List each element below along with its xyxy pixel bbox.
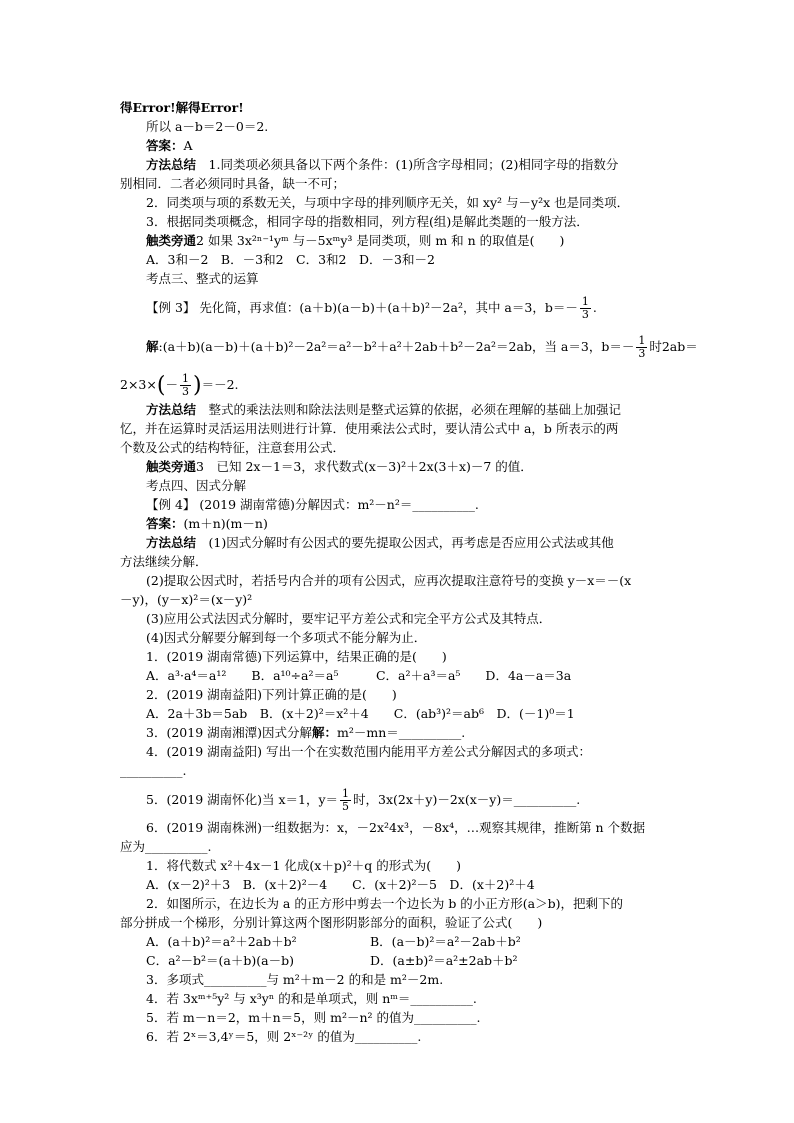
question-line: 1．将代数式 x²＋4x－1 化成(x＋p)²＋q 的形式为( ) [146, 858, 461, 873]
question-line: 3．多项式__________与 m²＋m－2 的和是 m²－2m. [146, 972, 444, 987]
text-line: 应为__________. [120, 839, 212, 854]
answer-line: 答案：(m＋n)(m－n) [146, 516, 268, 531]
question-line: 2．如图所示，在边长为 a 的正方形中剪去一个边长为 b 的小正方形(a＞b)，把剩下的 [146, 896, 624, 911]
question-line: 1．(2019 湖南常德)下列运算中，结果正确的是( ) [146, 649, 447, 664]
answer-line: 答案：A [146, 138, 193, 153]
method-summary-line: 方法总结 1.同类项必须具备以下两个条件：(1)所含字母相同；(2)相同字母的指数分 [146, 157, 619, 172]
solve-line: 得Error!解得Error! [120, 100, 244, 115]
text-line: (4)因式分解要分解到每一个多项式不能分解为止． [146, 630, 427, 645]
option-a: A．(a＋b)²＝a²＋2ab＋b² [146, 934, 297, 949]
fraction: $\frac{1}{3}$ [581, 295, 589, 321]
option-d: D．(a±b)²＝a²±2ab＋b² [370, 953, 518, 968]
text-line: (3)应用公式法因式分解时，要牢记平方差公式和完全平方公式及其特点． [146, 611, 552, 626]
example-line: 【例 3】 先化简，再求值：(a＋b)(a－b)＋(a＋b)²－2a²，其中 a＝3，b＝－ $\frac{1}{3}$ . [146, 295, 597, 321]
text-line: －y)，(y－x)²＝(x－y)² [120, 592, 253, 607]
fraction: $\frac{1}{3}$ [638, 334, 646, 360]
options-line: A．3和－2 B．－3和2 C．3和2 D．－3和－2 [146, 252, 435, 267]
options-line: A．(x－2)²＋3 B．(x＋2)²－4 C．(x＋2)²－5 D．(x＋2)²＋4 [146, 877, 535, 892]
text-line: 忆，并在运算时灵活运用法则进行计算．使用乘法公式时，要认清公式中 a，b 所表示的两 [120, 421, 619, 436]
text-line: 方法继续分解． [120, 554, 208, 569]
question-line: 4．若 3xᵐ⁺⁵y² 与 x³yⁿ 的和是单项式，则 nᵐ＝__________. [146, 991, 477, 1006]
solution-line: 2×3×(－ $\frac{1}{3}$ )＝－2. [120, 372, 239, 398]
options-line: A．2a＋3b＝5ab B．(x＋2)²＝x²＋4 C．(ab³)²＝ab⁶ D．(－1)⁰＝1 [146, 706, 575, 721]
text-line: 部分拼成一个梯形，分别计算这两个图形阴影部分的面积，验证了公式( ) [120, 915, 543, 930]
question-line: 3．(2019 湖南湘潭)因式分解解：m²－mn＝__________. [146, 725, 466, 740]
solution-line: 解:(a＋b)(a－b)＋(a＋b)²－2a²＝a²－b²＋a²＋2ab＋b²－2a²＝2ab，当 a＝3，b＝－ $\frac{1}{3}$ 时2ab＝ [146, 334, 698, 360]
method-summary-line: 方法总结 整式的乘法法则和除法法则是整式运算的依据，必须在理解的基础上加强记 [146, 402, 622, 417]
text-line: 2．同类项与项的系数无关，与项中字母的排列顺序无关，如 xy² 与－y²x 也是同类项． [146, 195, 630, 210]
question-line: 2．(2019 湖南益阳)下列计算正确的是( ) [146, 687, 397, 702]
practice-line: 触类旁通2 如果 3x²ⁿ⁻¹yᵐ 与－5xᵐy³ 是同类项，则 m 和 n 的取值是( ) [146, 233, 565, 248]
text-line: (2)提取公因式时，若括号内合并的项有公因式，应再次提取注意符号的变换 y－x＝－(x [146, 573, 632, 588]
practice-line: 触类旁通3 已知 2x－1＝3，求代数式(x－3)²＋2x(3＋x)－7 的值． [146, 459, 533, 474]
text-line: 别相同．二者必须同时具备，缺一不可； [120, 176, 346, 191]
section-heading: 考点四、因式分解 [146, 478, 247, 493]
text-line: 3．根据同类项概念，相同字母的指数相同，列方程(组)是解此类题的一般方法． [146, 214, 589, 229]
fraction: $\frac{1}{3}$ [181, 372, 189, 398]
options-line: A．a³·a⁴＝a¹² B．a¹⁰÷a²＝a⁵ C．a²＋a³＝a⁵ D．4a－a＝3a [146, 668, 572, 683]
question-line: 6．若 2ˣ＝3,4ʸ＝5，则 2ˣ⁻²ʸ 的值为__________. [146, 1029, 422, 1044]
fraction: $\frac{1}{5}$ [342, 787, 350, 813]
text-line: 个数及公式的结构特征，注意套用公式． [120, 440, 346, 455]
option-c: C．a²－b²＝(a＋b)(a－b) [146, 953, 294, 968]
text-line: 所以 a－b＝2－0＝2. [146, 119, 269, 134]
question-line: 5．(2019 湖南怀化)当 x＝1，y＝ $\frac{1}{5}$ 时，3x(2x＋y)－2x(x－y)＝__________. [146, 787, 581, 813]
question-line: 4．(2019 湖南益阳) 写出一个在实数范围内能用平方差公式分解因式的多项式： [146, 744, 591, 759]
question-line: 5．若 m－n＝2，m＋n＝5，则 m²－n² 的值为__________. [146, 1010, 481, 1025]
option-b: B．(a－b)²＝a²－2ab＋b² [370, 934, 521, 949]
section-heading: 考点三、整式的运算 [146, 271, 259, 286]
blank-line: __________. [120, 763, 187, 778]
example-line: 【例 4】 (2019 湖南常德)分解因式：m²－n²＝__________. [146, 497, 479, 512]
method-summary-line: 方法总结 (1)因式分解时有公因式的要先提取公因式，再考虑是否应用公式法或其他 [146, 535, 614, 550]
question-line: 6．(2019 湖南株洲)一组数据为：x，－2x²4x³，－8x⁴，…观察其规律，推断第 n 个数据 [146, 820, 646, 835]
